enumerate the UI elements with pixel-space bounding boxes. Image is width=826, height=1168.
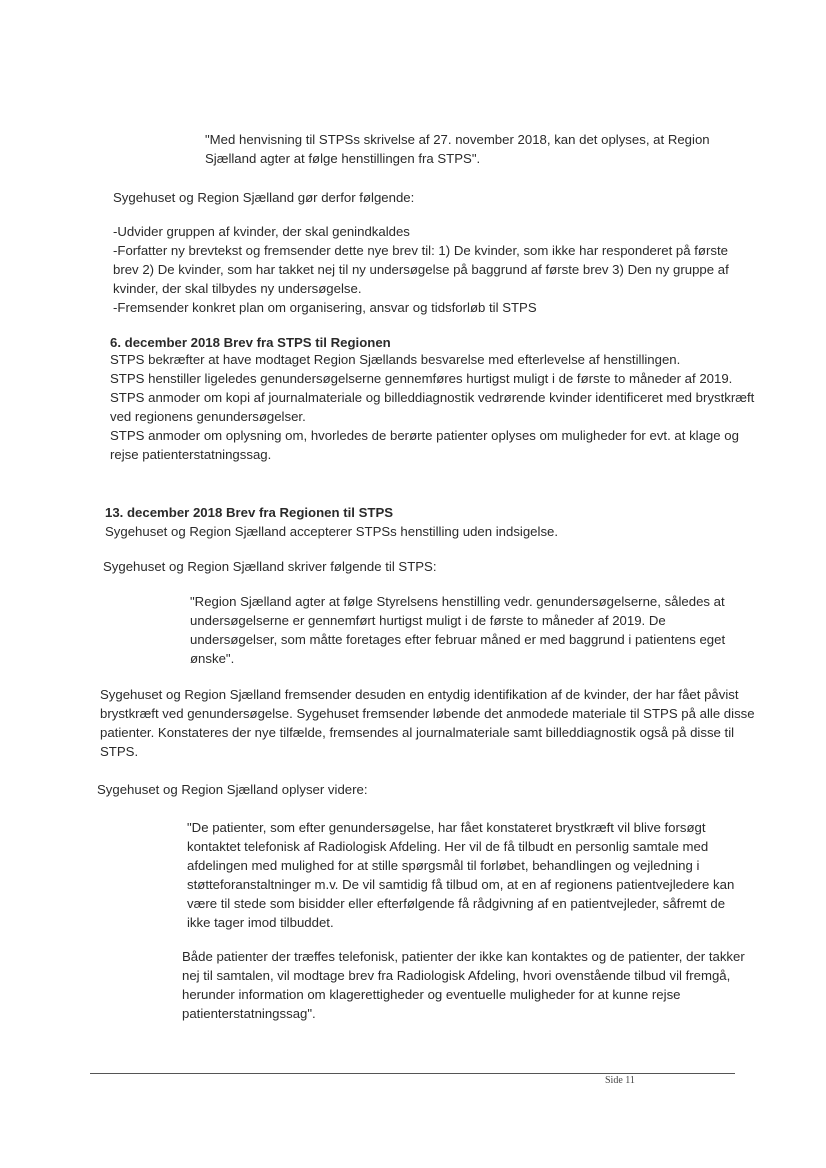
section-heading-dec-13: 13. december 2018 Brev fra Regionen til STPS [105,505,394,520]
section-paragraph: STPS anmoder om oplysning om, hvorledes de berørte patienter oplyses om muligheder for evt. at klage og rejse patienterstatningssag. [110,428,739,462]
section-heading-dec-6: 6. december 2018 Brev fra STPS til Regionen [110,335,391,350]
quote-region-reply: "Med henvisning til STPSs skrivelse af 27. november 2018, kan det oplyses, at Region Sjælland agter at følge henstillingen fra STPS". [205,132,710,166]
section-body-dec-6 [110,350,755,464]
section-paragraph: STPS anmoder om kopi af journalmateriale og billeddiagnostik vedrørende kvinder identificeret med brystkræft ved regionens genundersøgelser. [110,390,755,424]
action-list [113,222,753,317]
section-paragraph: STPS bekræfter at have modtaget Region Sjællands besvarelse med efterlevelse af henstillingen. [110,352,681,367]
intro-paragraph: Sygehuset og Region Sjælland gør derfor følgende: [113,190,415,205]
section-body-dec-13: Sygehuset og Region Sjælland accepterer STPSs henstilling uden indsigelse. [105,524,559,539]
action-item: -Forfatter ny brevtekst og fremsender dette nye brev til: 1) De kvinder, som ikke har responderet på første brev 2) De kvinder, som har takket nej til ny undersøgelse på baggrund af første brev 3) Den ny gruppe af kvinder, der skal tilbydes ny undersøgelse. [113,243,729,296]
further-intro-paragraph: Sygehuset og Region Sjælland oplyser videre: [97,782,368,797]
action-item: -Fremsender konkret plan om organisering, ansvar og tidsforløb til STPS [113,300,537,315]
quote-region-agrees: "Region Sjælland agter at følge Styrelsens henstilling vedr. genundersøgelserne, således at undersøgelserne er gennemført hurtigst muligt i de første to måneder af 2019. De undersøgelser, som måtte foretages efter februar måned er med baggrund i patientens eget ønske". [190,594,726,666]
action-item: -Udvider gruppen af kvinder, der skal genindkaldes [113,224,410,239]
quote-patient-contact: "De patienter, som efter genundersøgelse, har fået konstateret brystkræft vil blive forsøgt kontaktet telefonisk af Radiologisk Afdeling. Her vil de få tilbudt en personlig samtale med afdelingen med mulighed for at stille spørgsmål til forløbet, behandlingen og vejledning i støtteforanstaltninger m.v. De vil samtidig få tilbud om, at en af regionens patientvejledere kan være til stede som bisidder eller efterfølgende få rådgivning af en patientvejleder, såfremt de ikke tager imod tilbuddet. [187,820,735,930]
footer-divider [90,1073,735,1074]
section-paragraph: STPS henstiller ligeledes genundersøgelserne gennemføres hurtigst muligt i de første to måneder af 2019. [110,371,733,386]
page-number: Side 11 [605,1075,635,1086]
identification-paragraph: Sygehuset og Region Sjælland fremsender desuden en entydig identifikation af de kvinder, der har fået påvist brystkræft ved genundersøgelse. Sygehuset fremsender løbende det anmodede materiale til STPS på alle disse patienter. Konstateres der nye tilfælde, fremsendes al journalmateriale samt billeddiagnostik også på disse til STPS. [100,687,755,759]
quote-patient-letter: Både patienter der træffes telefonisk, patienter der ikke kan kontaktes og de patienter, der takker nej til samtalen, vil modtage brev fra Radiologisk Afdeling, hvori ovenstående tilbud vil fremgå, herunder information om klagerettigheder og eventuelle muligheder for at kunne rejse patienterstatningssag". [182,949,745,1021]
writes-intro-paragraph: Sygehuset og Region Sjælland skriver følgende til STPS: [103,559,437,574]
